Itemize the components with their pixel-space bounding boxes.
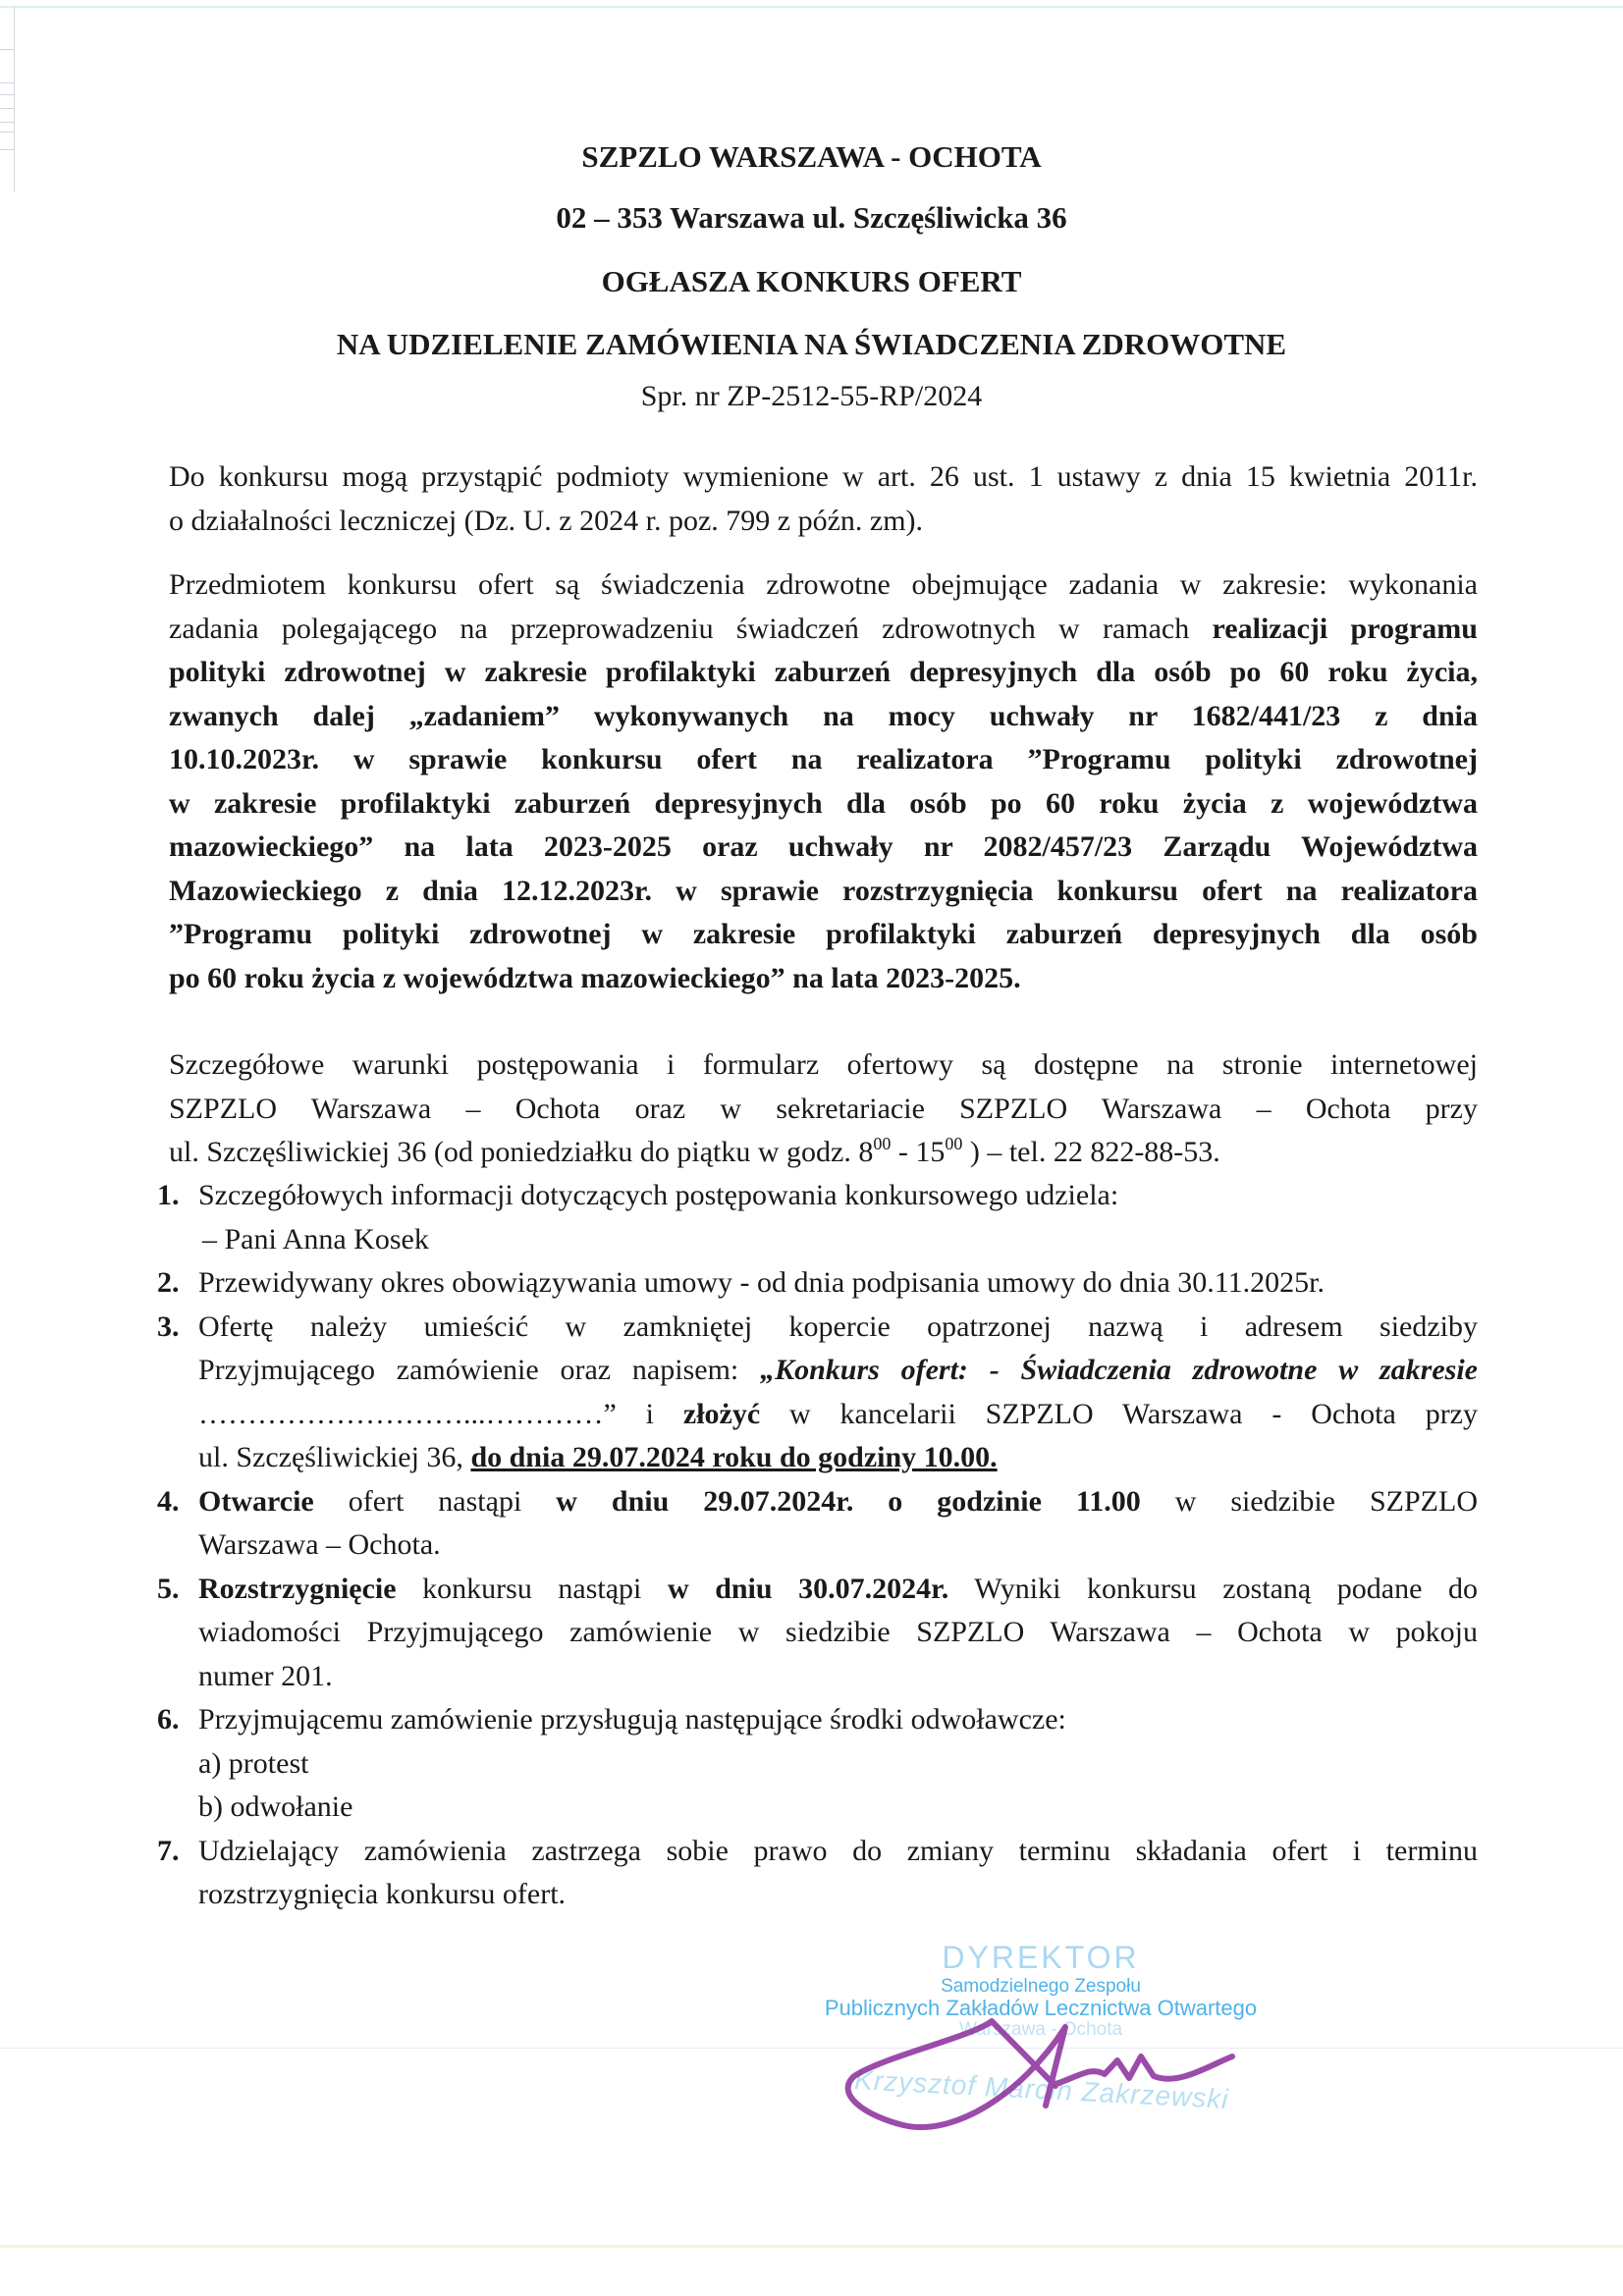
list-item-text: Warszawa – Ochota. [198, 1528, 441, 1561]
handwritten-signature-icon [844, 2017, 1257, 2155]
opening-date: w dniu 29.07.2024r. o godzinie 11.00 [556, 1484, 1141, 1518]
resolution-date: w dniu 30.07.2024r. [667, 1572, 949, 1605]
list-item-text: konkursu nastąpi [396, 1572, 668, 1605]
envelope-label-close: ” i [603, 1397, 683, 1430]
subject-line: polityki zdrowotnej w zakresie profilaktyki zaburzeń depresyjnych dla osób po 60 roku życia, [169, 656, 1478, 688]
resolution-label: Rozstrzygnięcie [198, 1572, 397, 1605]
hours-superscript: 00 [873, 1134, 892, 1153]
envelope-label: „Konkurs ofert: - Świadczenia zdrowotne w zakresie [760, 1354, 1479, 1386]
list-item-2 [157, 1261, 1478, 1306]
envelope-label-intro: Przyjmującego zamówienie oraz napisem: [198, 1354, 761, 1386]
envelope-label-blank: ………………………...………… [198, 1397, 604, 1430]
stamp-line: Publicznych Zakładów Lecznictwa Otwartego [824, 1996, 1258, 2020]
subject-text: zadania polegającego na przeprowadzeniu świadczeń zdrowotnych w ramach [169, 612, 1213, 645]
room-number: numer 201. [198, 1659, 333, 1692]
scan-artifact [0, 49, 15, 50]
submit-verb: złożyć [682, 1397, 761, 1430]
list-item-5 [157, 1568, 1478, 1699]
appeal-option-protest: a) protest [198, 1746, 309, 1780]
list-item-text [198, 1393, 1478, 1437]
list-number: 1. [157, 1179, 180, 1211]
subject-line: ”Programu polityki zdrowotnej w zakresie profilaktyki zaburzeń depresyjnych dla osób [169, 918, 1478, 950]
program-title-bold: realizacji programu [1212, 612, 1478, 645]
list-item-text: w kancelarii SZPZLO Warszawa - Ochota przy [760, 1397, 1478, 1430]
subject-line: w zakresie profilaktyki zaburzeń depresyjnych dla osób po 60 roku życia z województwa [169, 786, 1478, 820]
announcement-title: OGŁASZA KONKURS OFERT [601, 264, 1022, 298]
scan-artifact [0, 108, 15, 109]
stamp-line: Warszawa - Ochota [958, 2019, 1123, 2040]
subject-line: Mazowieckiego z dnia 12.12.2023r. w sprawie rozstrzygnięcia konkursu ofert na realizatora [169, 874, 1478, 907]
list-item-text: wiadomości Przyjmującego zamówienie w siedzibie SZPZLO Warszawa – Ochota w pokoju [198, 1616, 1478, 1648]
list-item-text: rozstrzygnięcia konkursu ofert. [198, 1878, 567, 1910]
scan-artifact [0, 82, 15, 83]
stamp-line: Samodzielnego Zespołu [941, 1976, 1141, 1997]
scan-artifact [0, 132, 15, 133]
list-number: 5. [157, 1572, 180, 1605]
list-item-text [198, 1436, 1478, 1480]
scan-artifact [0, 94, 15, 95]
contact-person: – Pani Anna Kosek [202, 1222, 429, 1255]
announcement-subject: NA UDZIELENIE ZAMÓWIENIA NA ŚWIADCZENIA ZDROWOTNE [336, 327, 1287, 361]
list-number: 6. [157, 1703, 180, 1735]
case-number: Spr. nr ZP-2512-55-RP/2024 [640, 380, 983, 412]
list-item-text [198, 1349, 1478, 1393]
list-item-1 [157, 1174, 1478, 1261]
list-item-text: Udzielający zamówienia zastrzega sobie prawo do zmiany terminu składania ofert i terminu [198, 1834, 1478, 1867]
details-line [169, 1131, 1478, 1175]
list-item-text: ul. Szczęśliwickiej 36, [198, 1441, 471, 1473]
scan-line [0, 2048, 1623, 2049]
eligibility-line: Do konkursu mogą przystąpić podmioty wymienione w art. 26 ust. 1 ustawy z dnia 15 kwietnia 2011r. [169, 460, 1478, 493]
office-hours-text: ul. Szczęśliwickiej 36 (od poniedziałku do piątku w godz. 8 [169, 1136, 874, 1168]
list-item-text: w siedzibie SZPZLO [1140, 1484, 1478, 1518]
list-number: 7. [157, 1834, 180, 1867]
list-number: 2. [157, 1266, 180, 1299]
list-item-7 [157, 1830, 1478, 1917]
subject-paragraph [169, 563, 1478, 1000]
office-hours-text: - 15 [891, 1136, 946, 1168]
details-paragraph [169, 1043, 1478, 1175]
list-item-3 [157, 1306, 1478, 1480]
list-item-text: Ofertę należy umieścić w zamkniętej kopercie opatrzonej nazwą i adresem siedziby [198, 1309, 1478, 1343]
list-item-text: Szczegółowych informacji dotyczących postępowania konkursowego udziela: [198, 1179, 1119, 1211]
opening-label: Otwarcie [198, 1484, 314, 1518]
organization-address: 02 – 353 Warszawa ul. Szczęśliwicka 36 [556, 200, 1067, 235]
scan-artifact [0, 122, 15, 123]
scan-edge-bottom [0, 2245, 1623, 2248]
list-item-text: Wyniki konkursu zostaną podane do [948, 1572, 1478, 1605]
list-number: 3. [157, 1309, 180, 1343]
stamp-title: DYREKTOR [942, 1940, 1140, 1975]
submission-deadline: do dnia 29.07.2024 roku do godziny 10.00. [470, 1441, 998, 1473]
subject-line: 10.10.2023r. w sprawie konkursu ofert na realizatora ”Programu polityki zdrowotnej [169, 743, 1478, 775]
list-item-text [198, 1480, 1478, 1524]
list-item-text [198, 1568, 1478, 1612]
subject-line [169, 608, 1478, 652]
subject-line: Przedmiotem konkursu ofert są świadczenia zdrowotne obejmujące zadania w zakresie: wykonania [169, 568, 1478, 601]
phone-text: ) – tel. 22 822-88-53. [962, 1136, 1220, 1168]
list-item-4 [157, 1480, 1478, 1568]
subject-line: mazowieckiego” na lata 2023-2025 oraz uchwały nr 2082/457/23 Zarządu Województwa [169, 830, 1478, 863]
details-line: Szczegółowe warunki postępowania i formularz ofertowy są dostępne na stronie internetowej [169, 1048, 1478, 1081]
list-item-6 [157, 1698, 1478, 1830]
eligibility-paragraph [169, 455, 1478, 543]
list-item-text: Przyjmującemu zamówienie przysługują następujące środki odwoławcze: [198, 1703, 1066, 1735]
signer-name-stamp: Krzysztof Marcin Zakrzewski [853, 2064, 1230, 2114]
scan-edge-top [0, 6, 1623, 8]
eligibility-line: o działalności leczniczej (Dz. U. z 2024 r. poz. 799 z późn. zm). [169, 504, 924, 537]
appeal-option-odwolanie: b) odwołanie [198, 1790, 353, 1823]
list-number: 4. [157, 1484, 180, 1518]
list-item-text: ofert nastąpi [313, 1484, 557, 1518]
conditions-list [157, 1174, 1478, 1917]
hours-superscript: 00 [945, 1134, 963, 1153]
subject-line: po 60 roku życia z województwa mazowieckiego” na lata 2023-2025. [169, 961, 1021, 994]
organization-name: SZPZLO WARSZAWA - OCHOTA [581, 139, 1042, 174]
details-line: SZPZLO Warszawa – Ochota oraz w sekretariacie SZPZLO Warszawa – Ochota przy [169, 1092, 1478, 1125]
subject-line: zwanych dalej „zadaniem” wykonywanych na mocy uchwały nr 1682/441/23 z dnia [169, 699, 1478, 732]
list-item-text: Przewidywany okres obowiązywania umowy - od dnia podpisania umowy do dnia 30.11.2025r. [198, 1266, 1325, 1299]
